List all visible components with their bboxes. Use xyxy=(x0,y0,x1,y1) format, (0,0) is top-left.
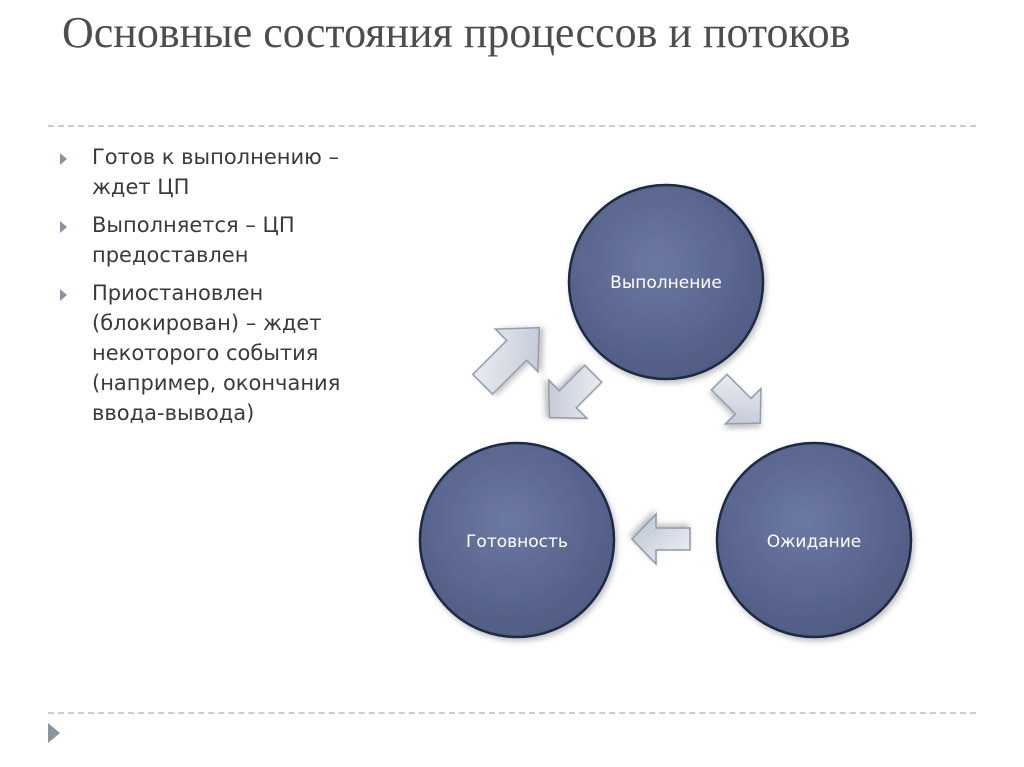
edge-arrow-waiting-to-ready xyxy=(632,514,690,564)
arrow-shape xyxy=(702,365,778,441)
bullet-arrow-icon xyxy=(60,289,67,301)
bullet-text: Выполняется – ЦП предоставлен xyxy=(92,213,295,267)
arrow-shape xyxy=(462,307,561,406)
node-label: Готовность xyxy=(466,532,568,552)
node-running xyxy=(569,185,763,379)
node-ready xyxy=(420,443,614,637)
edge-arrow-running-to-ready xyxy=(530,355,612,437)
footer-arrow-icon xyxy=(48,723,60,743)
slide-title: Основные состояния процессов и потоков xyxy=(62,8,851,57)
node-label: Ожидание xyxy=(766,532,862,552)
bullet-text: Приостановлен (блокирован) – ждет некоторого события (например, окончания ввода-вывода) xyxy=(92,281,341,425)
bullet-arrow-icon xyxy=(60,153,67,165)
bullet-item xyxy=(58,278,378,428)
footer-divider xyxy=(48,712,976,714)
arrow-shape xyxy=(632,514,690,564)
bullet-list xyxy=(58,142,378,436)
title-divider xyxy=(48,125,976,127)
process-state-diagram xyxy=(400,176,940,656)
bullet-item xyxy=(58,210,378,270)
bullet-text: Готов к выполнению – ждет ЦП xyxy=(92,145,339,199)
edge-arrow-ready-to-running xyxy=(462,307,561,406)
arrow-shape xyxy=(530,355,612,437)
bullet-arrow-icon xyxy=(60,221,67,233)
edge-arrow-running-to-waiting xyxy=(702,365,778,441)
node-waiting xyxy=(717,443,911,637)
node-label: Выполнение xyxy=(610,273,722,293)
bullet-item xyxy=(58,142,378,202)
